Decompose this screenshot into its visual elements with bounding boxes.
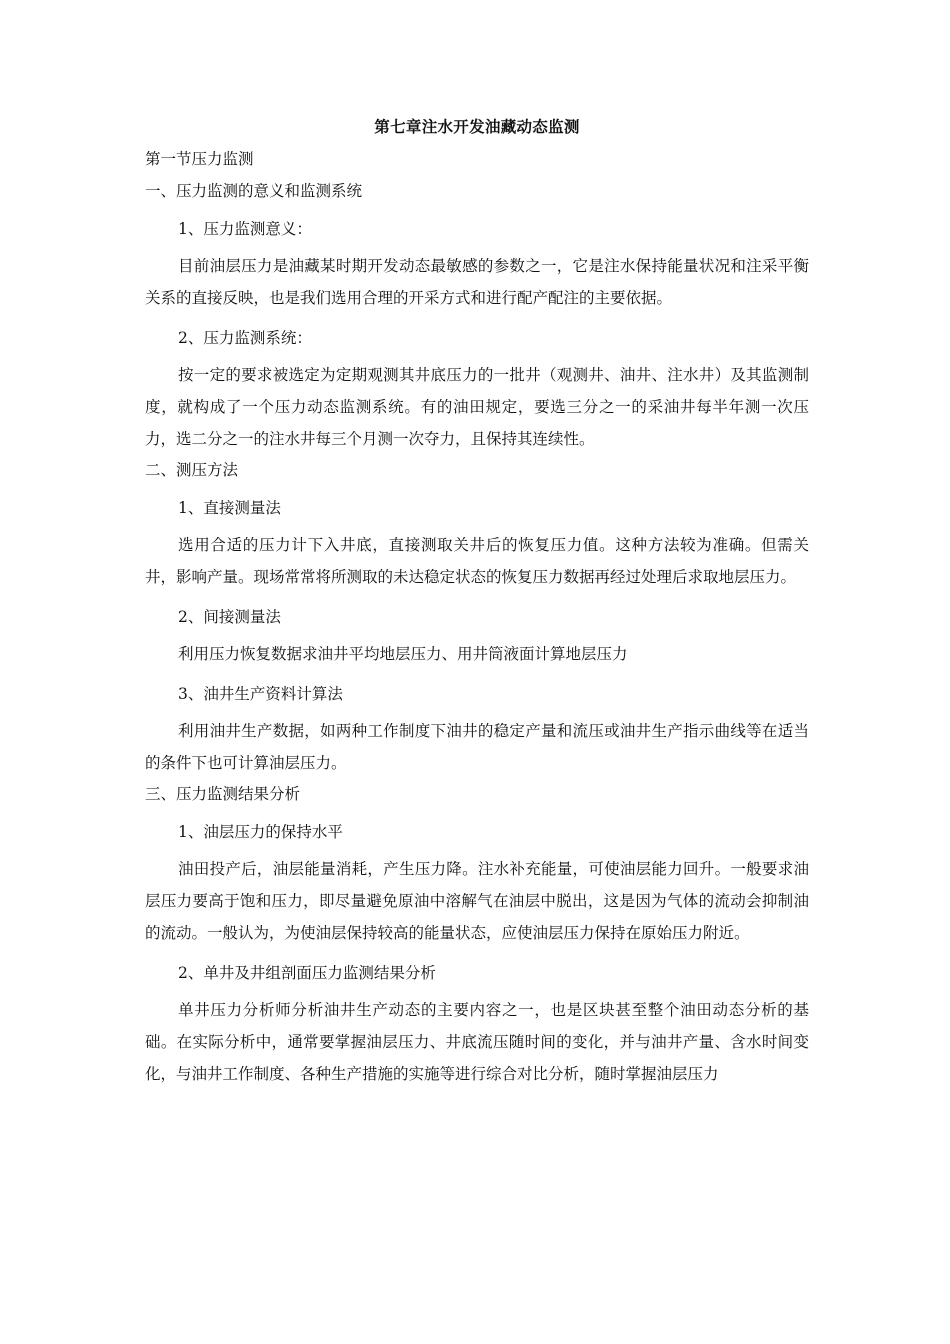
paragraph-2: 按一定的要求被选定为定期观测其井底压力的一批井（观测井、油井、注水井）及其监测制度，就构成了一个压力动态监测系统。有的油田规定，要选三分之一的采油井每半年测一次压力，选二分之一的注水井每三个月测一次夺力，且保持其连续性。 bbox=[145, 366, 809, 448]
heading-2: 二、测压方法 bbox=[145, 461, 239, 479]
paragraph-5: 利用油井生产数据，如两种工作制度下油井的稳定产量和流压或油井生产指示曲线等在适当的条件下也可计算油层压力。 bbox=[145, 722, 809, 772]
subheading-1-2: 2、压力监测系统： bbox=[178, 329, 312, 347]
subheading-2-3: 3、油井生产资料计算法 bbox=[178, 685, 343, 703]
subheading-2-2: 2、间接测量法 bbox=[178, 608, 281, 626]
section-heading: 第一节压力监测 bbox=[145, 150, 254, 168]
chapter-title: 第七章注水开发油藏动态监测 bbox=[374, 117, 580, 136]
paragraph-6: 油田投产后，油层能量消耗，产生压力降。注水补充能量，可使油层能力回升。一般要求油层压力要高于饱和压力，即尽量避免原油中溶解气在油层中脱出，这是因为气体的流动会抑制油的流动。一般认为，为使油层保持较高的能量状态，应使油层压力保持在原始压力附近。 bbox=[145, 860, 809, 942]
heading-3: 三、压力监测结果分析 bbox=[145, 785, 301, 803]
subheading-1-1: 1、压力监测意义： bbox=[178, 220, 312, 238]
subheading-2-1: 1、直接测量法 bbox=[178, 499, 281, 517]
paragraph-7: 单井压力分析师分析油井生产动态的主要内容之一，也是区块甚至整个油田动态分析的基础。在实际分析中，通常要掌握油层压力、井底流压随时间的变化，并与油井产量、含水时间变化，与油井工作制度、各种生产措施的实施等进行综合对比分析，随时掌握油层压力 bbox=[145, 1001, 809, 1083]
paragraph-4: 利用压力恢复数据求油井平均地层压力、用井筒液面计算地层压力 bbox=[178, 645, 628, 663]
subheading-3-1: 1、油层压力的保持水平 bbox=[178, 823, 343, 841]
paragraph-3: 选用合适的压力计下入井底，直接测取关井后的恢复压力值。这种方法较为准确。但需关井，影响产量。现场常常将所测取的未达稳定状态的恢复压力数据再经过处理后求取地层压力。 bbox=[145, 536, 809, 586]
paragraph-1: 目前油层压力是油藏某时期开发动态最敏感的参数之一，它是注水保持能量状况和注采平衡关系的直接反映，也是我们选用合理的开采方式和进行配产配注的主要依据。 bbox=[145, 257, 809, 307]
heading-1: 一、压力监测的意义和监测系统 bbox=[145, 182, 363, 200]
document-body bbox=[145, 116, 809, 1094]
subheading-3-2: 2、单井及井组剖面压力监测结果分析 bbox=[178, 964, 436, 982]
